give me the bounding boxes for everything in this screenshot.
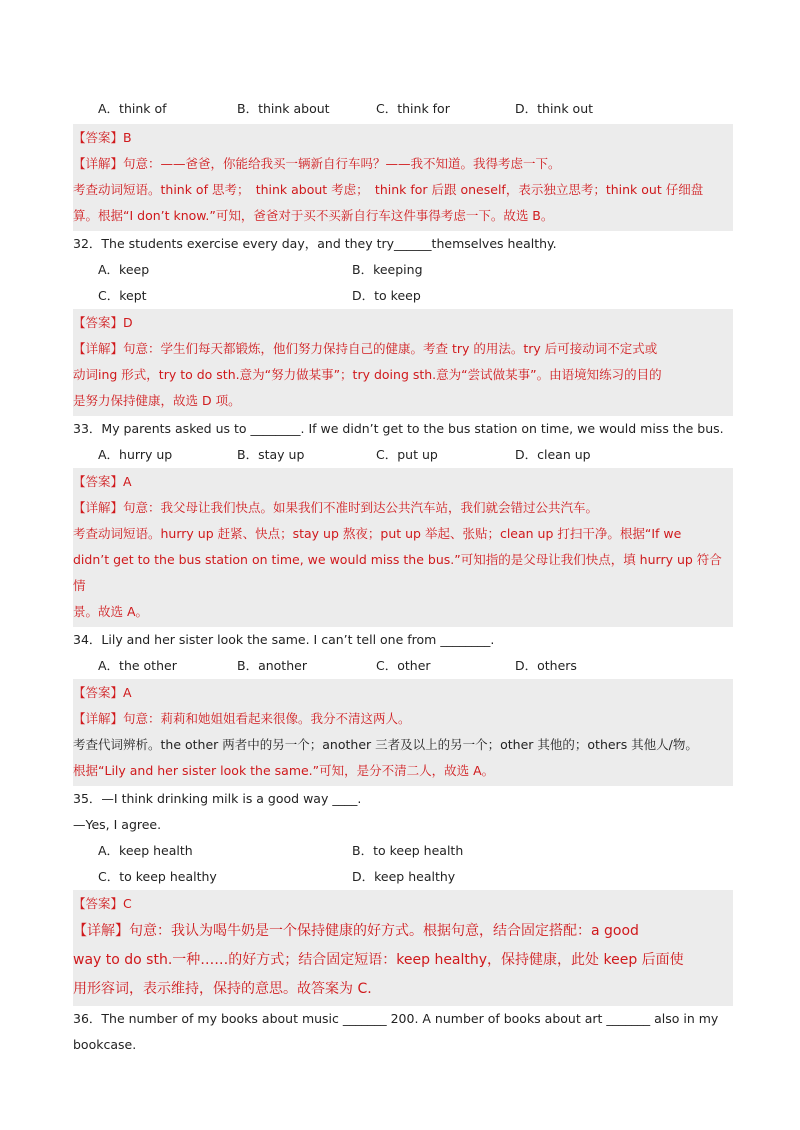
q35-option-a: A．keep health	[98, 843, 193, 858]
q31-option-b: B．think about	[237, 101, 330, 116]
q35-answer: 【答案】C	[73, 896, 132, 911]
q34-option-c: C．other	[376, 658, 431, 673]
q34-options	[73, 653, 733, 679]
q35-option-b: B．to keep health	[352, 843, 464, 858]
q35-detail-2: way to do sth.一种……的好方式；结合固定短语：keep healthy，保持健康，此处 keep 后面使	[73, 952, 684, 968]
q32-options-row2	[73, 283, 733, 309]
q33-option-a: A．hurry up	[98, 447, 173, 462]
q34-answer-box	[73, 679, 733, 786]
q33-options	[73, 442, 733, 468]
q31-option-c: C．think for	[376, 101, 450, 116]
q31-options	[73, 96, 733, 122]
q33-option-c: C．put up	[376, 447, 438, 462]
q31-answer: 【答案】B	[73, 130, 132, 145]
q33-detail-4: 景。故选 A。	[73, 604, 149, 619]
q35-reply: —Yes, I agree.	[73, 817, 162, 832]
q34-detail-3: 根据“Lily and her sister look the same.”可知，是分不清二人，故选 A。	[73, 763, 495, 778]
q34-stem: 34．Lily and her sister look the same. I can’t tell one from ________.	[73, 632, 495, 647]
q34-option-b: B．another	[237, 658, 307, 673]
q32-answer-box	[73, 309, 733, 416]
q34-detail-1: 【详解】句意：莉莉和她姐姐看起来很像。我分不清这两人。	[73, 711, 411, 726]
q36-stem-line1: 36．The number of my books about music _______ 200. A number of books about art _______ also in my	[73, 1011, 719, 1026]
q32-detail-2: 动词ing 形式，try to do sth.意为“努力做某事”；try doing sth.意为“尝试做某事”。由语境知练习的目的	[73, 367, 662, 382]
q32-option-d: D．to keep	[352, 288, 421, 303]
q33-answer-box	[73, 468, 733, 627]
q33-answer: 【答案】A	[73, 474, 132, 489]
q34-answer: 【答案】A	[73, 685, 132, 700]
q33-option-b: B．stay up	[237, 447, 305, 462]
q32-option-c: C．kept	[98, 288, 147, 303]
q35-option-c: C．to keep healthy	[98, 869, 217, 884]
q31-answer-box	[73, 124, 733, 231]
q32-options-row1	[73, 257, 733, 283]
q35-detail-1: 【详解】句意：我认为喝牛奶是一个保持健康的好方式。根据句意，结合固定搭配：a good	[73, 923, 639, 939]
q32-answer: 【答案】D	[73, 315, 133, 330]
q33-detail-1: 【详解】句意：我父母让我们快点。如果我们不准时到达公共汽车站，我们就会错过公共汽车。	[73, 500, 599, 515]
q31-option-a: A．think of	[98, 101, 167, 116]
q33-stem: 33．My parents asked us to ________. If we didn’t get to the bus station on time, we would miss the bus.	[73, 421, 724, 436]
q31-detail-1: 【详解】句意：——爸爸，你能给我买一辆新自行车吗？——我不知道。我得考虑一下。	[73, 156, 561, 171]
q35-options-row2	[73, 864, 733, 890]
worksheet-page	[73, 96, 733, 1058]
q35-options-row1	[73, 838, 733, 864]
q34-option-d: D．others	[515, 658, 577, 673]
q31-detail-2: 考查动词短语。think of 思考； think about 考虑； think for 后跟 oneself，表示独立思考；think out 仔细盘	[73, 182, 704, 197]
q32-detail-1: 【详解】句意：学生们每天都锻炼，他们努力保持自己的健康。考查 try 的用法。try 后可接动词不定式或	[73, 341, 658, 356]
q35-stem: 35．—I think drinking milk is a good way ____.	[73, 791, 362, 806]
q33-detail-2: 考查动词短语。hurry up 赶紧、快点；stay up 熬夜；put up 举起、张贴；clean up 打扫干净。根据“If we	[73, 526, 682, 541]
q33-detail-3: didn’t get to the bus station on time, we would miss the bus.”可知指的是父母让我们快点，填 hurry up 符合情	[73, 552, 722, 593]
q36-stem-line2: bookcase.	[73, 1037, 137, 1052]
q31-option-d: D．think out	[515, 101, 594, 116]
q33-option-d: D．clean up	[515, 447, 591, 462]
q31-detail-3: 算。根据“I don’t know.”可知，爸爸对于买不买新自行车这件事得考虑一下。故选 B。	[73, 208, 554, 223]
q32-option-b: B．keeping	[352, 262, 423, 277]
q35-option-d: D．keep healthy	[352, 869, 456, 884]
q32-detail-3: 是努力保持健康，故选 D 项。	[73, 393, 241, 408]
q35-detail-3: 用形容词，表示维持，保持的意思。故答案为 C.	[73, 981, 372, 997]
q32-stem: 32．The students exercise every day，and they try______themselves healthy.	[73, 236, 557, 251]
q34-option-a: A．the other	[98, 658, 177, 673]
q34-detail-2: 考查代词辨析。the other 两者中的另一个；another 三者及以上的另一个；other 其他的；others 其他人/物。	[73, 737, 698, 752]
q32-option-a: A．keep	[98, 262, 150, 277]
q35-answer-box	[73, 890, 733, 1006]
